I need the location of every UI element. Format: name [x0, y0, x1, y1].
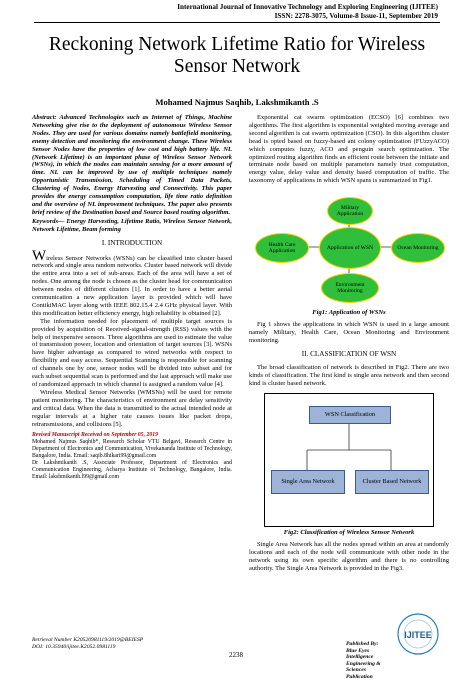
publisher-info — [346, 641, 390, 681]
intro-paragraph-1: Wireless Sensor Networks (WSNs) can be classified into cluster based network and single area random networks. Cluster based network will divide the entire area into a set of sub-areas. Each of the area will have a set of nodes. One among the node is chosen as the cluster head for communication between nodes of different clusters [1]. In order to have a better aerial communication a new application layer is provided which will have ContikiMAC layer along with IEEE 802.15.4 2.4 GHz physical layer. With this modification better efficiency energy, high reliability is obtained [2]. — [32, 247, 232, 317]
doi: DOI: 10.35940/ijitee.K2052.0981119 — [32, 644, 116, 650]
node-military: Military Application — [327, 197, 373, 225]
published-by: Published By: — [346, 641, 379, 647]
body-paragraph-fig1: Fig 1 shows the applications in which WSN is used in a large amount namely Military, Health Care, Ocean Monitoring and Environment monitoring. — [249, 321, 449, 344]
paper-title: Reckoning Network Lifetime Ratio for Wireless Sensor Network — [48, 34, 426, 77]
revised-note: Revised Manuscript Received on September 05, 2019 — [32, 432, 159, 439]
journal-issn: ISSN: 2278-3075, Volume-8 Issue-11, September 2019 — [274, 12, 438, 20]
figure-2-diagram — [264, 393, 434, 527]
body-paragraph-single-area: Single Area Network has all the nodes spread within an area at randomly locations and each of the node will communicate with other node in the network using its own specific algorithm and there is no controlling authority. The Single Area Network is provided in the Fig3. — [249, 541, 449, 573]
paper-authors: Mohamed Najmus Saqhib, Lakshmikanth .S — [155, 97, 319, 107]
node-environment-monitoring: Environment Monitoring — [321, 273, 379, 303]
logo-text: IJITEE — [404, 630, 432, 640]
node-application-center: Application of WSN — [319, 227, 381, 269]
author-1-affiliation: Mohamed Najmus Saqhib*, Research Scholar VTU Belgavi, Research Centre in Department of Electronics and Communication, Vivekananda Institute of Technology, Bangalore, India. Email: saqib.8hikari99@gmail.com — [32, 439, 232, 460]
intro-paragraph-3: Wireless Medical Sensor Networks (WMSNs) will be used for remote patient monitoring. The characteristics of environment are delay sensitivity and critical data. When the data is transmitted to the actual intended node at regular intervals at a higher rate causes issues like packet drops, retransmissions, and collisions [5]. — [32, 388, 232, 428]
journal-name: International Journal of Innovative Technology and Exploring Engineering (IJITEE) — [177, 3, 438, 11]
footer-identifiers — [32, 637, 143, 651]
ijitee-logo-icon — [388, 610, 448, 660]
intro-paragraph-2: The information needed for placement of multiple target sources is provided by acquisition of Received-signal-strength (RSS) values with the help of inexpensive sensors. Three algorithms are used to estimate the value of transmission power, location and orientation of target sources [3]. WSNs have higher advantage as compared to wired networks with respect to flexibility and easy access. Sequential Scanning is responsible for scanning of channels one by one, sensor nodes will be divided into subset and for each subset sequential scan is performed and the last approach will make use of randomized approach in which channel is assigned a random value [4]. — [32, 317, 232, 388]
box-wsn-classification: WSN Classification — [309, 406, 391, 424]
abstract: Abstract: Advanced Technologies such as Internet of Things, Machine Networking give rise to the deployment of autonomous Wireless Sensor Nodes. They are used for various domains namely battlefield monitoring, enemy detection and monitoring the environment change. These Wireless Sensor Nodes have the properties of low cost and high battery life. NL (Network Lifetime) is an important phase of Wireless Sensor Network (WSNs), in which the nodes can maintain sensing for a more amount of time. NL can be improved by use of multiple techniques namely Opportunistic Transmission, Scheduling of Timed Data Packets, Clustering of Nodes, Energy Harvesting and Connectivity. This paper provides the energy consumption computation, life time ratio definition and the overview of NL improvement techniques. The paper also presents brief review of the Destination based and Source based routing algorithm. — [32, 114, 232, 216]
author-affiliations — [32, 432, 232, 481]
box-cluster-based-network: Cluster Based Network — [355, 470, 429, 494]
publisher-name: Blue Eyes Intelligence Engineering & Sciences Publication — [346, 647, 381, 680]
figure-1-caption: Fig1: Application of WSNs — [312, 309, 386, 317]
node-ocean-monitoring: Ocean Monitoring — [391, 233, 445, 263]
section-heading-introduction: I. INTRODUCTION — [101, 238, 163, 247]
figure-1-diagram — [249, 189, 449, 307]
body-paragraph-ecso: Exponential cat swarm optimization (ECSO) [6] combines two algorithms. The first algorithm is exponential weighted moving average and second algorithm is cat swarm optimization (CSO). In this algorithm cluster head is opted based on fuzzy-based ant colony optimization (FUzzyACO) which computes fuzzy, ACO and penguin search optimization. The optimized routing algorithm finds an efficient route between the initiate and terminate node based on multiple parameters namely trust computation, energy value, delay value and density based computation of traffic. The taxonomy of applications in which WSN spans is summarized in Fig1. — [249, 114, 449, 185]
section-heading-classification: II. CLASSIFICATION OF WSN — [301, 349, 397, 358]
body-paragraph-classification: The broad classification of network is described in Fig2. There are two kinds of classification. The first kind is single area network and then second kind is cluster based network. — [249, 363, 449, 387]
drop-cap: W — [32, 247, 47, 264]
header-rule — [34, 22, 440, 23]
figure-2-caption: Fig2: Classification of Wireless Sensor Network — [283, 529, 415, 537]
left-column — [32, 114, 232, 481]
author-2-affiliation: Dr Lakshmikanth .S, Associate Professor, Department of Electronics and Communication Engineering, Acharya Institute of Technology, Bangalore, India. Email: lakshmikanth.l99@gmail.com — [32, 460, 232, 481]
node-health-care: Health Care Application — [255, 233, 309, 263]
right-column — [249, 114, 449, 573]
journal-header — [177, 3, 438, 21]
retrieval-number: Retrieval Number K20520981119/2019@BEIESP — [32, 637, 144, 643]
page-number: 2238 — [229, 651, 243, 659]
box-single-area-network: Single Area Network — [271, 470, 345, 494]
keywords: Keywords— Energy Harvesting, Lifetime Ratio, Wireless Sensor Network, Network Lifetime, Beam forming — [32, 217, 232, 233]
